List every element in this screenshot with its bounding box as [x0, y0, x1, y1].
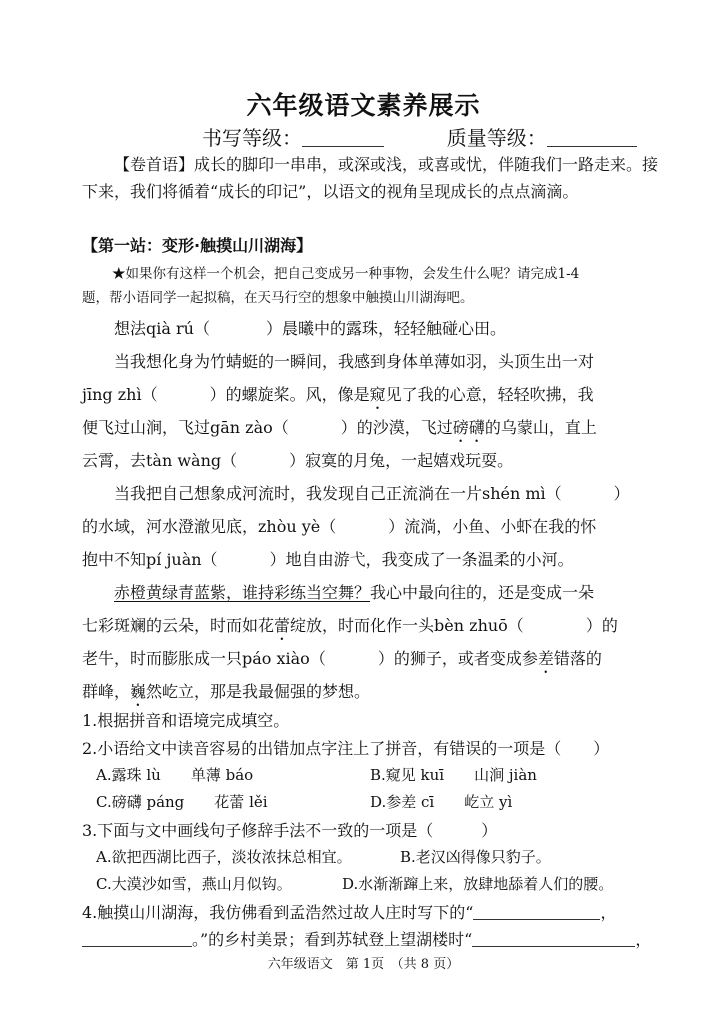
instruction-line-1: ★如果你有这样一个机会，把自己变成另一种事物，会发生什么呢？请完成1-4 — [112, 266, 580, 282]
text-segment: 老牛，时而膨胀成一只páo xiào（ — [82, 649, 326, 668]
passage-line — [114, 580, 594, 603]
answer-blank[interactable] — [473, 905, 600, 920]
text-segment: 然屹立，那是我最倔强的梦想。 — [146, 682, 371, 701]
grade-row — [202, 122, 637, 151]
underlined-sentence: 赤橙黄绿青蓝紫，谁持彩练当空舞？ — [114, 583, 371, 602]
passage-line: 当我想化身为竹蜻蜓的一瞬间，我感到身体单薄如羽，头顶生出一对 — [114, 352, 595, 371]
text-segment: ， — [600, 903, 617, 922]
text-segment: ）流淌，小鱼、小虾在我的怀 — [388, 517, 597, 536]
option-text: A.露珠 lù — [96, 766, 161, 784]
option-text: B.窥见 kuī — [370, 766, 445, 784]
passage-line — [82, 547, 574, 570]
passage-line — [82, 679, 370, 710]
text-segment: ）晨曦中的露珠，轻轻触碰心田。 — [265, 319, 506, 338]
text-segment: 。”的乡村美景；看到苏轼登上望湖楼时“ — [192, 930, 473, 949]
option-text: 花蕾 lěi — [214, 793, 268, 811]
text-segment: ）寂寞的月兔，一起嬉戏玩耍。 — [289, 451, 514, 470]
text-segment: 的乌蒙山，直上 — [484, 418, 597, 437]
text-segment: ） — [613, 484, 630, 503]
page-footer: 六年级语文 第 1页 （共 8 页） — [267, 957, 460, 972]
passage-line — [82, 415, 597, 446]
option-text: 山涧 jiàn — [474, 766, 537, 784]
text-segment: ）的狮子，或者变成参 — [377, 649, 538, 668]
option-q2-b — [370, 764, 537, 785]
text-segment: 当我把自己想象成河流时，我发现自己正流淌在一片shén mì（ — [114, 484, 562, 503]
dotted-char: 差 — [537, 649, 554, 668]
option-text: D.参差 cī — [370, 793, 435, 811]
text-segment: ）地自由游弋，我变成了一条温柔的小河。 — [269, 550, 574, 569]
writing-grade-label: 书写等级： — [202, 126, 302, 150]
text-segment: 想法qià rú（ — [114, 319, 210, 338]
text-segment: 我心中最向往的，还是变成一朵 — [370, 583, 595, 602]
page-title: 六年级语文素养展示 — [246, 91, 481, 120]
intro-paragraph — [82, 151, 660, 205]
passage-line — [82, 382, 594, 413]
text-segment: 云霄，去tàn wàng（ — [82, 451, 238, 470]
dotted-char: 窥 — [369, 385, 386, 404]
passage-line — [114, 316, 506, 339]
option-q3-c: C.大漠沙如雪，燕山月似钩。 — [96, 875, 292, 893]
option-text: 单薄 báo — [190, 766, 254, 784]
quality-grade-label: 质量等级： — [446, 126, 547, 150]
text-segment: 的水域，河水澄澈见底，zhòu yè（ — [82, 517, 337, 536]
intro-text: 成长的脚印一串串，或深或浅，或喜或忧，伴随我们一路走来。接下来，我们将循着“成长的印记”，以语文的视角呈现成长的点点滴滴。 — [82, 155, 659, 201]
question-3-stem: 3.下面与文中画线句子修辞手法不一致的一项是（ ） — [82, 821, 498, 840]
text-segment: 错落的 — [553, 649, 602, 668]
section-heading: 【第一站：变形·触摸山川湖海】 — [82, 236, 313, 255]
text-segment: 4.触摸山川湖海，我仿佛看到孟浩然过故人庄时写下的“ — [82, 903, 474, 922]
question-4-line-1 — [82, 900, 616, 923]
intro-tag: 【卷首语】 — [114, 155, 195, 174]
option-text: 屹立 yì — [464, 793, 513, 811]
passage-line — [82, 646, 602, 677]
answer-blank[interactable] — [472, 932, 635, 947]
passage-line — [82, 613, 618, 644]
dotted-char: 磅礴 — [452, 418, 485, 437]
option-q2-a — [96, 764, 253, 785]
question-4-line-2 — [82, 927, 651, 950]
writing-grade-blank[interactable] — [302, 130, 384, 147]
option-text: C.磅礴 páng — [96, 793, 185, 811]
dotted-char: 蕾 — [274, 616, 291, 635]
text-segment: 抱中不知pí juàn（ — [82, 550, 218, 569]
text-segment: ， — [635, 930, 652, 949]
text-segment: 绽放，时而化作一头bèn zhuō（ — [290, 616, 524, 635]
instruction-line-2: 题，帮小语同学一起拟稿，在天马行空的想象中触摸山川湖海吧。 — [82, 290, 474, 306]
text-segment: jīng zhì（ — [82, 385, 158, 404]
option-q3-a: A.欲把西湖比西子，淡妆浓抹总相宜。 — [96, 848, 352, 866]
option-q3-b: B.老汉凶得像只豹子。 — [400, 848, 551, 866]
text-segment: 七彩斑斓的云朵，时而如花 — [82, 616, 275, 635]
option-q2-d — [370, 791, 512, 812]
question-2-stem: 2.小语给文中读音容易的出错加点字注上了拼音，有错误的一项是（ ） — [82, 739, 610, 758]
answer-blank[interactable] — [82, 932, 192, 947]
passage-line — [82, 448, 513, 471]
option-q3-d: D.水渐渐蹿上来，放肆地舔着人们的腰。 — [342, 875, 614, 893]
passage-line — [114, 481, 630, 504]
quality-grade-blank[interactable] — [547, 130, 637, 147]
text-segment: 见了我的心意，轻轻吹拂，我 — [385, 385, 594, 404]
text-segment: ）的 — [585, 616, 618, 635]
question-1: 1.根据拼音和语境完成填空。 — [82, 711, 290, 730]
dotted-char: 巍 — [130, 682, 147, 701]
text-segment: 便飞过山涧，飞过gān zào（ — [82, 418, 289, 437]
passage-line — [82, 514, 596, 537]
text-segment: ）的螺旋桨。风，像是 — [209, 385, 370, 404]
option-q2-c — [96, 791, 268, 812]
text-segment: ）的沙漠，飞过 — [340, 418, 453, 437]
text-segment: 群峰， — [82, 682, 131, 701]
